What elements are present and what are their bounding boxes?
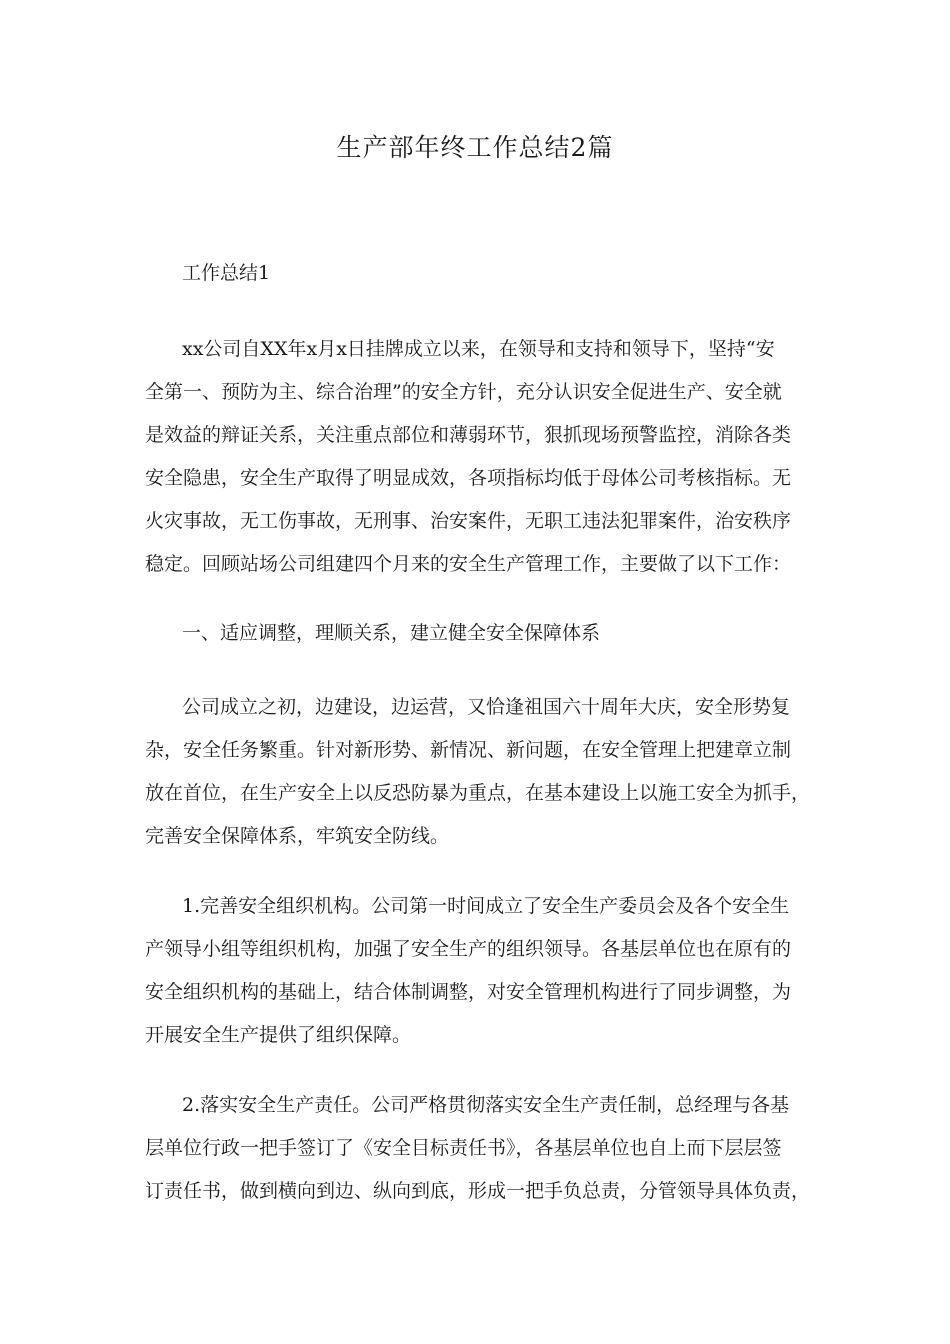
paragraph-line: 订责任书，做到横向到边、纵向到底，形成一把手负总责，分管领导具体负责， <box>145 1180 811 1202</box>
paragraph-line: 安全隐患，安全生产取得了明显成效，各项指标均低于母体公司考核指标。无 <box>145 467 792 489</box>
paragraph-line: 全第一、预防为主、综合治理”的安全方针，充分认识安全促进生产、安全就 <box>145 381 782 403</box>
paragraph-line: 火灾事故，无工伤事故，无刑事、治安案件，无职工违法犯罪案件，治安秩序 <box>145 510 792 532</box>
paragraph-line: 安全组织机构的基础上，结合体制调整，对安全管理机构进行了同步调整，为 <box>145 981 792 1003</box>
paragraph-line: 层单位行政一把手签订了《安全目标责任书》，各基层单位也自上而下层层签 <box>145 1137 782 1159</box>
paragraph-line: 产领导小组等组织机构，加强了安全生产的组织领导。各基层单位也在原有的 <box>145 938 792 960</box>
paragraph-line: 稳定。回顾站场公司组建四个月来的安全生产管理工作，主要做了以下工作： <box>145 553 792 575</box>
paragraph-line: 放在首位，在生产安全上以反恐防暴为重点，在基本建设上以施工安全为抓手， <box>145 782 811 804</box>
paragraph-line: 完善安全保障体系，牢筑安全防线。 <box>145 825 450 847</box>
document-title: 生产部年终工作总结2篇 <box>336 133 614 162</box>
paragraph-line: 2.落实安全生产责任。公司严格贯彻落实安全生产责任制，总经理与各基 <box>182 1094 790 1116</box>
paragraph-line: 是效益的辩证关系，关注重点部位和薄弱环节，狠抓现场预警监控，消除各类 <box>145 424 792 446</box>
paragraph-line: 1.完善安全组织机构。公司第一时间成立了安全生产委员会及各个安全生 <box>182 895 790 917</box>
paragraph-line: 开展安全生产提供了组织保障。 <box>145 1024 412 1046</box>
section-heading: 一、适应调整，理顺关系，建立健全安全保障体系 <box>182 622 601 644</box>
section-heading: 工作总结1 <box>182 262 271 284</box>
paragraph-line: xx公司自XX年x月x日挂牌成立以来，在领导和支持和领导下，坚持“安 <box>182 338 775 360</box>
paragraph-line: 公司成立之初，边建设，边运营，又恰逢祖国六十周年大庆，安全形势复 <box>182 696 791 718</box>
paragraph-line: 杂，安全任务繁重。针对新形势、新情况、新问题，在安全管理上把建章立制 <box>145 739 792 761</box>
